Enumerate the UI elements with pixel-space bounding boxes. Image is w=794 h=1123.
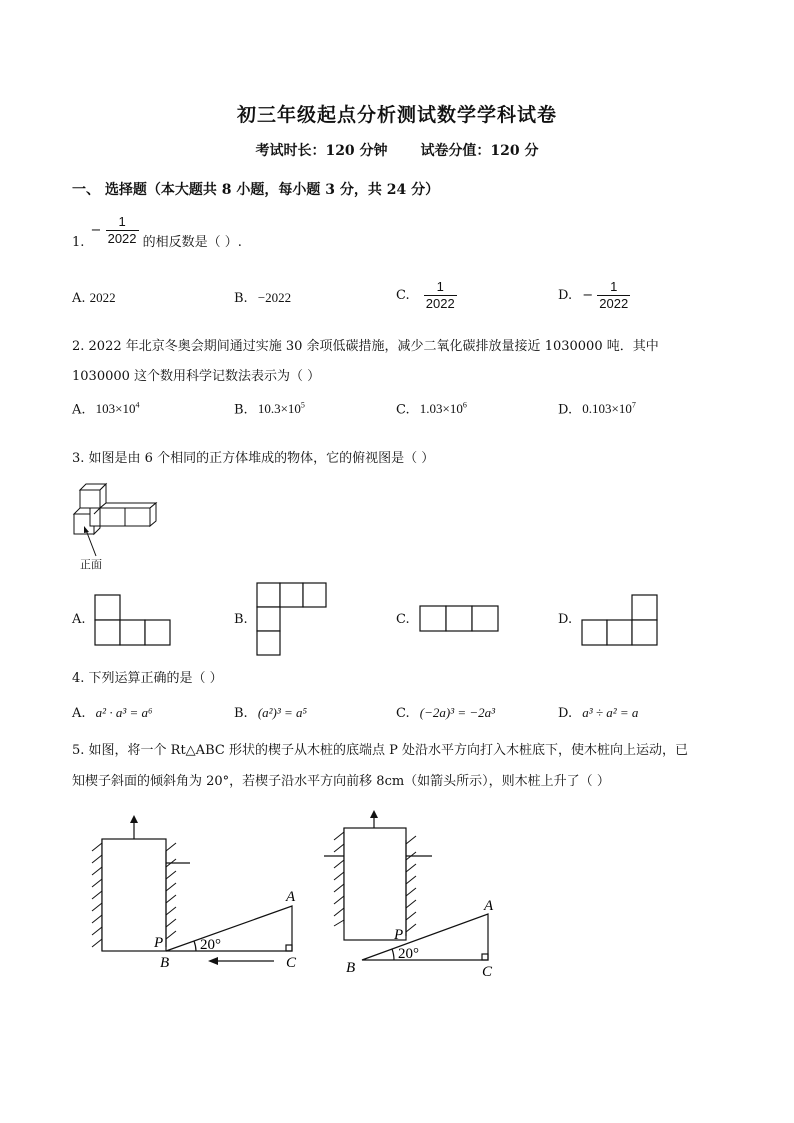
label-c: C — [482, 964, 493, 980]
cube-stack-figure — [70, 480, 165, 542]
label-b: B — [160, 955, 170, 971]
q4-option-d — [558, 705, 638, 721]
exponent: 4 — [135, 401, 140, 410]
label-b: B — [346, 960, 356, 976]
denominator: 2022 — [599, 296, 629, 311]
option-neg: − — [582, 288, 594, 303]
q1-neg: − — [90, 223, 102, 238]
section-heading: 一、 选择题（本大题共 8 小题，每小题 3 分，共 24 分） — [72, 182, 440, 198]
q3-option-d-figure — [581, 594, 661, 646]
option-label: D. — [558, 288, 573, 303]
exam-score: 试卷分值：120 分 — [420, 143, 539, 159]
label-a: A — [484, 898, 494, 914]
base: 0.103×10 — [582, 401, 632, 417]
exponent: 6 — [462, 401, 467, 410]
question-1-stem — [72, 214, 242, 250]
option-label: C. — [396, 402, 410, 418]
q3-option-a-figure — [94, 594, 174, 646]
q2-option-a — [72, 401, 140, 417]
q1-numerator: 1 — [118, 214, 126, 229]
option-value — [96, 401, 140, 416]
q1-option-c — [396, 279, 457, 312]
base: 103×10 — [95, 401, 136, 417]
paper-title: 初三年级起点分析测试数学学科试卷 — [236, 104, 557, 126]
q1-option-a — [72, 290, 116, 306]
q4-option-b — [234, 705, 307, 721]
label-a: A — [286, 889, 296, 905]
numerator: 1 — [610, 279, 618, 294]
q3-option-b-figure — [256, 582, 336, 658]
q3-option-a-label: A. — [72, 612, 86, 627]
option-value: 2022 — [89, 290, 116, 305]
label-angle: 20° — [200, 937, 221, 953]
q5-figure-right — [320, 812, 520, 982]
option-label: B. — [234, 291, 248, 306]
exam-info — [0, 140, 794, 160]
option-label: D. — [558, 706, 573, 721]
label-p: P — [394, 927, 404, 943]
option-expression: a³ ÷ a² = a — [582, 705, 639, 720]
q1-c-fraction — [424, 279, 457, 312]
question-2-line1: 2. 2022 年北京冬奥会期间通过实施 30 余项低碳措施，减少二氧化碳排放量接近 1030000 吨．其中 — [72, 339, 659, 354]
option-expression: a² · a³ = a⁶ — [95, 705, 153, 720]
q1-option-b — [234, 290, 291, 306]
label-c: C — [286, 955, 297, 971]
question-4-stem: 4. 下列运算正确的是（ ） — [72, 671, 223, 686]
option-label: C. — [396, 288, 410, 303]
question-5-line1: 5. 如图，将一个 Rt△ABC 形状的楔子从木桩的底端点 P 处沿水平方向打入木桩底下，使木桩向上运动，已 — [72, 743, 688, 758]
option-label: D. — [558, 402, 573, 418]
q1-option-d — [558, 279, 630, 312]
q1-d-fraction — [597, 279, 630, 312]
question-2-line2: 1030000 这个数用科学记数法表示为（ ） — [72, 369, 321, 384]
option-value — [420, 401, 467, 416]
option-label: A. — [72, 291, 86, 306]
option-label: C. — [396, 706, 410, 721]
question-5-line2: 知楔子斜面的倾斜角为 20°，若楔子沿水平方向前移 8cm（如箭头所示），则木桩上升了（ ） — [72, 774, 610, 789]
q1-number: 1. — [72, 235, 85, 250]
q1-stem-text: 的相反数是（ ）. — [142, 235, 242, 250]
exam-duration: 考试时长：120 分钟 — [255, 143, 388, 159]
option-value — [258, 401, 305, 416]
q2-option-b — [234, 401, 305, 417]
label-p: P — [154, 935, 164, 951]
option-value — [582, 401, 636, 416]
base: 1.03×10 — [419, 401, 463, 417]
option-label: B. — [234, 402, 248, 418]
option-expression: (a²)³ = a⁵ — [257, 705, 308, 720]
q3-option-d-label: D. — [558, 612, 573, 627]
exponent: 5 — [300, 401, 305, 410]
option-label: A. — [72, 706, 86, 721]
q1-fraction — [106, 214, 139, 247]
front-label: 正面 — [80, 558, 102, 571]
q3-option-c-label: C. — [396, 612, 410, 627]
q5-figure-left — [76, 815, 316, 980]
q3-option-b-label: B. — [234, 612, 248, 627]
q2-option-d — [558, 401, 636, 417]
label-angle: 20° — [398, 946, 419, 962]
option-label: B. — [234, 706, 248, 721]
exponent: 7 — [631, 401, 636, 410]
option-expression: (−2a)³ = −2a³ — [419, 705, 496, 720]
numerator: 1 — [436, 279, 444, 294]
q1-denominator: 2022 — [107, 231, 137, 246]
option-value: −2022 — [257, 290, 292, 305]
q4-option-a — [72, 705, 153, 721]
base: 10.3×10 — [257, 401, 301, 417]
option-label: A. — [72, 402, 86, 418]
q2-option-c — [396, 401, 467, 417]
denominator: 2022 — [425, 296, 455, 311]
question-3-stem: 3. 如图是由 6 个相同的正方体堆成的物体，它的俯视图是（ ） — [72, 451, 435, 466]
q3-option-c-figure — [419, 605, 501, 635]
q4-option-c — [396, 705, 495, 721]
